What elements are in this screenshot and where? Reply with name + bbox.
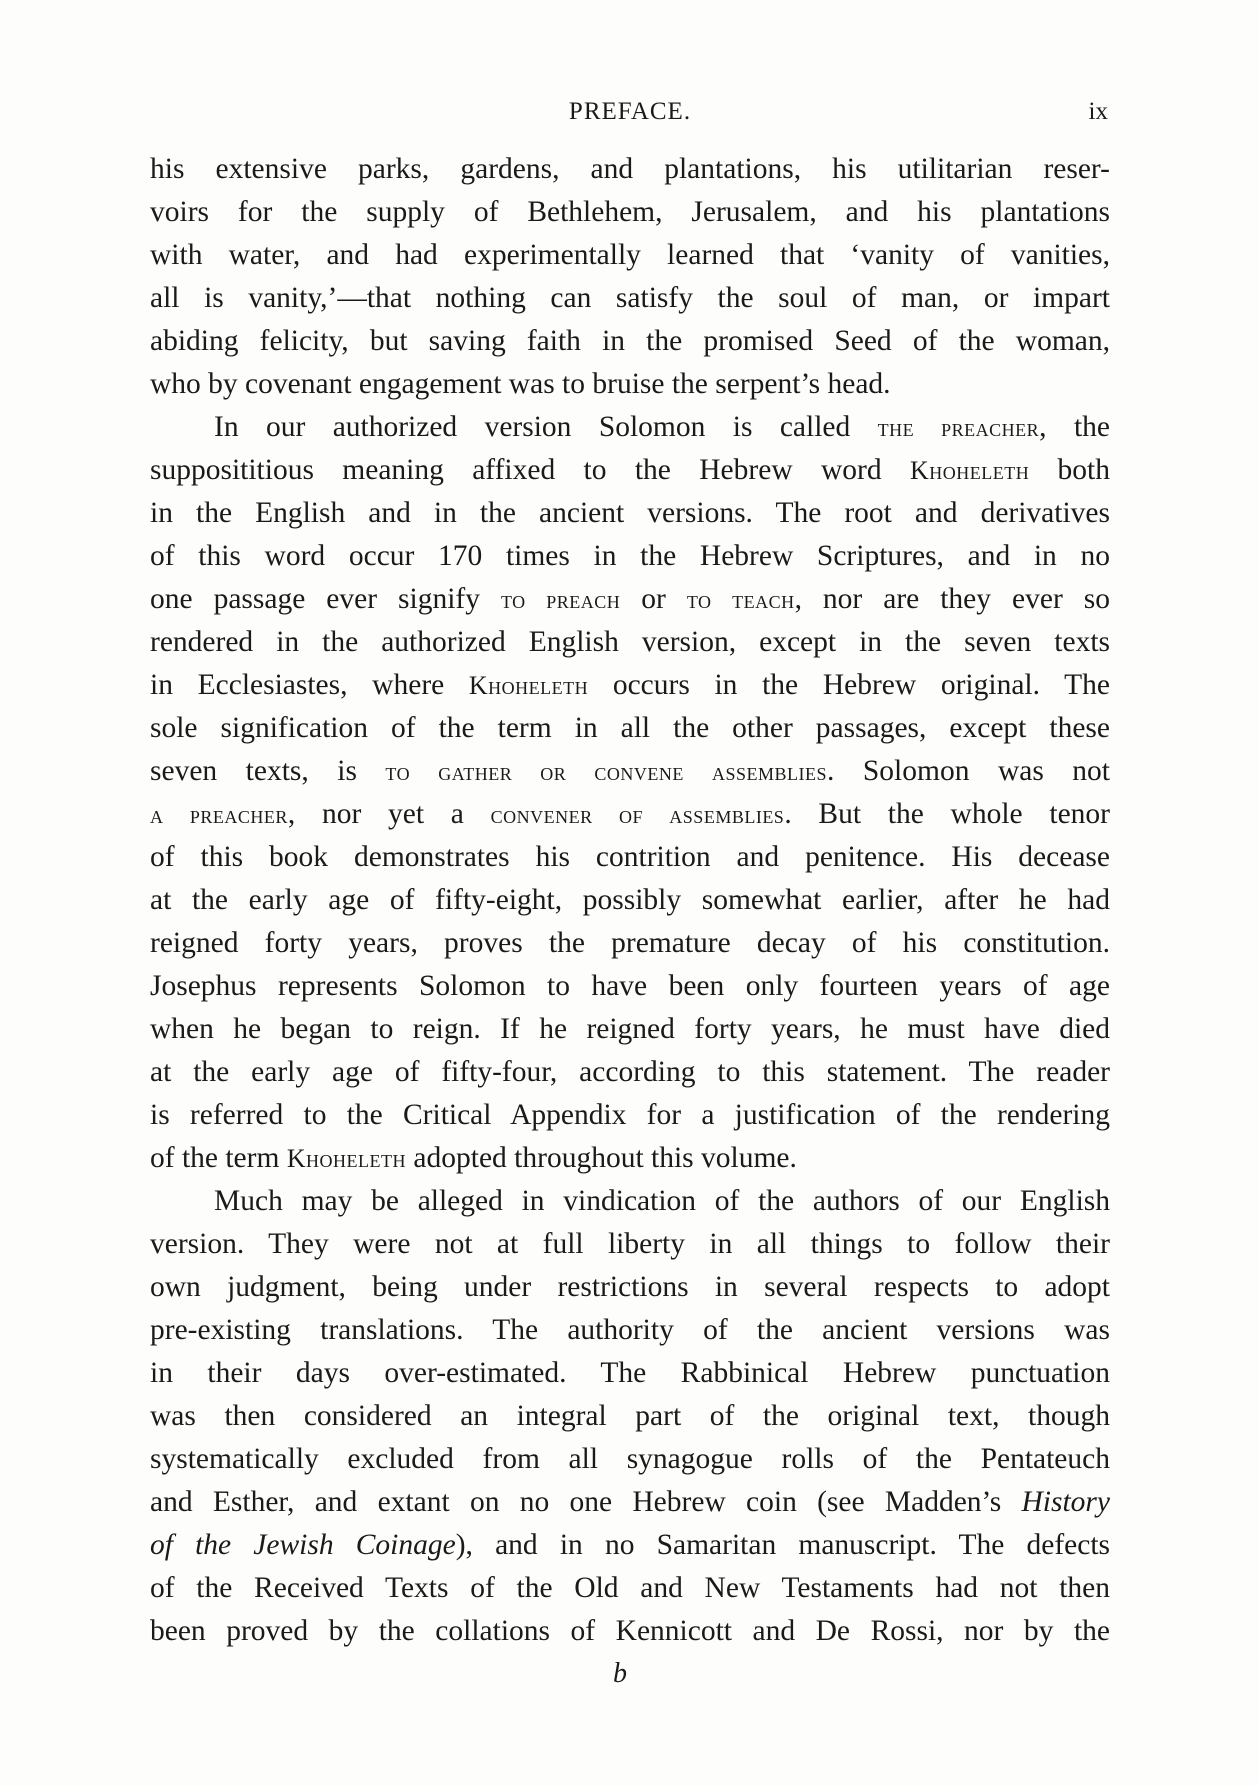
text-segment: been proved by the collations of Kennicott and De Rossi, nor by the xyxy=(150,1615,1110,1647)
text-line xyxy=(150,363,1110,406)
preface-body-text xyxy=(150,148,1110,1653)
text-line xyxy=(150,836,1110,879)
small-caps-text: convener of assemblies xyxy=(490,800,785,829)
small-caps-text: Khoheleth xyxy=(468,671,589,700)
text-segment: at the early age of fifty-four, according to this statement. The reader xyxy=(150,1056,1110,1088)
text-segment: rendered in the authorized English version, except in the seven texts xyxy=(150,626,1110,658)
text-segment: both xyxy=(1029,454,1111,486)
page-number: ix xyxy=(1088,98,1108,125)
text-line xyxy=(150,492,1110,535)
text-line xyxy=(150,1352,1110,1395)
text-segment: systematically excluded from all synagogue rolls of the Pentateuch xyxy=(150,1443,1110,1475)
text-segment: , nor yet a xyxy=(287,798,491,830)
text-segment: with water, and had experimentally learned that ‘vanity of vanities, xyxy=(150,239,1110,271)
text-segment: version. They were not at full liberty in all things to follow their xyxy=(150,1228,1110,1260)
text-line xyxy=(150,1481,1110,1524)
text-segment: of the Received Texts of the Old and New Testaments had not then xyxy=(150,1572,1110,1604)
text-line xyxy=(150,664,1110,707)
text-segment: In our authorized version Solomon is called xyxy=(214,411,878,443)
italic-text: History xyxy=(1021,1486,1110,1518)
text-line xyxy=(150,1309,1110,1352)
text-segment: in their days over-estimated. The Rabbinical Hebrew punctuation xyxy=(150,1357,1110,1389)
text-line xyxy=(150,1567,1110,1610)
text-line xyxy=(150,1008,1110,1051)
text-segment: who by covenant engagement was to bruise the serpent’s head. xyxy=(150,368,891,400)
text-segment: or xyxy=(620,583,687,615)
text-segment: in the English and in the ancient versions. The root and derivatives xyxy=(150,497,1110,529)
text-segment: , nor are they ever so xyxy=(794,583,1110,615)
text-line xyxy=(150,1223,1110,1266)
text-line xyxy=(150,406,1110,449)
text-line xyxy=(150,449,1110,492)
text-segment: . But the whole tenor xyxy=(784,798,1110,830)
text-line xyxy=(150,793,1110,836)
text-line xyxy=(150,535,1110,578)
text-line xyxy=(150,707,1110,750)
running-head xyxy=(150,98,1110,128)
text-line xyxy=(150,1395,1110,1438)
text-line xyxy=(150,234,1110,277)
text-segment: in Ecclesiastes, where xyxy=(150,669,469,701)
text-segment: seven texts, is xyxy=(150,755,386,787)
text-line xyxy=(150,750,1110,793)
text-line xyxy=(150,320,1110,363)
text-segment: sole signification of the term in all the other passages, except these xyxy=(150,712,1110,744)
text-line xyxy=(150,1438,1110,1481)
text-segment: is referred to the Critical Appendix for a justification of the rendering xyxy=(150,1099,1110,1131)
text-segment: was then considered an integral part of the original text, though xyxy=(150,1400,1110,1432)
text-segment: all is vanity,’—that nothing can satisfy the soul of man, or impart xyxy=(150,282,1110,314)
text-line xyxy=(150,1180,1110,1223)
text-line xyxy=(150,1094,1110,1137)
text-segment: pre-existing translations. The authority of the ancient versions was xyxy=(150,1314,1110,1346)
text-line xyxy=(150,922,1110,965)
text-line xyxy=(150,1610,1110,1653)
text-line xyxy=(150,1137,1110,1180)
small-caps-text: the preacher xyxy=(877,413,1040,442)
text-line xyxy=(150,148,1110,191)
text-segment: reigned forty years, proves the premature decay of his constitution. xyxy=(150,927,1110,959)
text-segment: , the xyxy=(1039,411,1110,443)
text-segment: ), and in no Samaritan manuscript. The defects xyxy=(455,1529,1111,1561)
small-caps-text: to teach xyxy=(686,585,795,614)
text-segment: . Solomon was not xyxy=(827,755,1111,787)
text-line xyxy=(150,1051,1110,1094)
running-title: PREFACE. xyxy=(568,98,692,125)
text-segment: abiding felicity, but saving faith in the promised Seed of the woman, xyxy=(150,325,1110,357)
text-segment: of this book demonstrates his contrition and penitence. His decease xyxy=(150,841,1110,873)
text-segment: adopted throughout this volume. xyxy=(406,1142,797,1174)
text-line xyxy=(150,621,1110,664)
small-caps-text: a preacher xyxy=(150,800,288,829)
text-segment: when he began to reign. If he reigned forty years, he must have died xyxy=(150,1013,1110,1045)
italic-text: of the Jewish Coinage xyxy=(150,1529,456,1561)
text-segment: his extensive parks, gardens, and plantations, his utilitarian reser- xyxy=(150,153,1110,185)
text-line xyxy=(150,1266,1110,1309)
text-line xyxy=(150,1524,1110,1567)
text-segment: one passage ever signify xyxy=(150,583,501,615)
text-segment: voirs for the supply of Bethlehem, Jerusalem, and his plantations xyxy=(150,196,1110,228)
text-line xyxy=(150,965,1110,1008)
text-line xyxy=(150,277,1110,320)
text-segment: of this word occur 170 times in the Hebrew Scriptures, and in no xyxy=(150,540,1110,572)
text-line xyxy=(150,879,1110,922)
text-line xyxy=(150,191,1110,234)
text-segment: occurs in the Hebrew original. The xyxy=(588,669,1110,701)
text-segment: and Esther, and extant on no one Hebrew coin (see Madden’s xyxy=(150,1486,1022,1518)
text-line xyxy=(150,578,1110,621)
signature-mark: b xyxy=(613,1658,627,1689)
text-segment: own judgment, being under restrictions in several respects to adopt xyxy=(150,1271,1110,1303)
text-segment: at the early age of fifty-eight, possibly somewhat earlier, after he had xyxy=(150,884,1110,916)
text-segment: Much may be alleged in vindication of the authors of our English xyxy=(214,1185,1110,1217)
text-segment: Josephus represents Solomon to have been only fourteen years of age xyxy=(150,970,1110,1002)
small-caps-text: to preach xyxy=(500,585,621,614)
small-caps-text: to gather or convene assemblies xyxy=(385,757,828,786)
small-caps-text: Khoheleth xyxy=(909,456,1030,485)
small-caps-text: Khoheleth xyxy=(286,1144,407,1173)
text-segment: supposititious meaning affixed to the Hebrew word xyxy=(150,454,910,486)
text-segment: of the term xyxy=(150,1142,287,1174)
